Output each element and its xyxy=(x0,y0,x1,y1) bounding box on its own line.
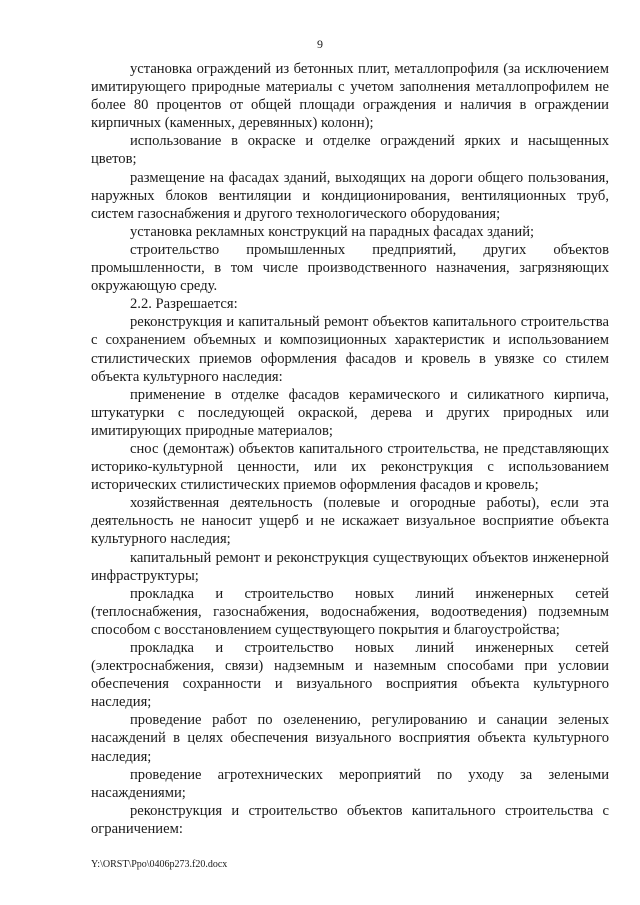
document-body xyxy=(91,60,609,838)
paragraph: снос (демонтаж) объектов капитального строительства, не представляющих историко-культурной ценности, или их реконструкция с использованием исторических стилистических приемов оформления фасадов и кровель; xyxy=(91,440,609,494)
paragraph: установка ограждений из бетонных плит, металлопрофиля (за исключением имитирующего природные материалы с учетом заполнения металлопрофилем не более 80 процентов от общей площади ограждения и наличия в ограждении кирпичных (каменных, деревянных) колонн); xyxy=(91,61,609,132)
paragraph: реконструкция и капитальный ремонт объектов капитального строительства с сохранением объемных и композиционных характеристик и использованием стилистических приемов оформления фасадов и кровель в увязке со стилем объекта культурного наследия: xyxy=(91,314,609,385)
footer-file-path: Y:\ORST\Ppo\0406p273.f20.docx xyxy=(91,859,228,870)
paragraph: проведение агротехнических мероприятий по уходу за зелеными насаждениями; xyxy=(91,766,609,801)
page-number: 9 xyxy=(317,37,323,51)
paragraph: прокладка и строительство новых линий инженерных сетей (теплоснабжения, газоснабжения, водоснабжения, водоотведения) подземным способом с восстановлением существующего покрытия и благоустройства; xyxy=(91,585,609,638)
section-heading: 2.2. Разрешается: xyxy=(130,296,238,313)
paragraph: применение в отделке фасадов керамического и силикатного кирпича, штукатурки с последующей окраской, дерева и других природных или имитирующих природные материалов; xyxy=(91,386,609,439)
paragraph: капитальный ремонт и реконструкция существующих объектов инженерной инфраструктуры; xyxy=(91,549,609,584)
paragraph: проведение работ по озеленению, регулированию и санации зеленых насаждений в целях обеспечения визуального восприятия объекта культурного наследия; xyxy=(91,712,609,765)
paragraph: прокладка и строительство новых линий инженерных сетей (электроснабжения, связи) надземным и наземным способами при условии обеспечения сохранности и визуального восприятия объекта культурного наследия; xyxy=(91,640,609,711)
paragraph: хозяйственная деятельность (полевые и огородные работы), если эта деятельность не наносит ущерб и не искажает визуальное восприятие объекта культурного наследия; xyxy=(91,495,609,548)
paragraph: установка рекламных конструкций на парадных фасадах зданий; xyxy=(130,223,535,240)
paragraph: использование в окраске и отделке ограждений ярких и насыщенных цветов; xyxy=(91,133,609,168)
paragraph: реконструкция и строительство объектов капитального строительства с ограничением: xyxy=(91,802,609,837)
paragraph: строительство промышленных предприятий, других объектов промышленности, в том числе производственного назначения, загрязняющих окружающую среду. xyxy=(91,241,609,295)
paragraph: размещение на фасадах зданий, выходящих на дороги общего пользования, наружных блоков вентиляции и кондиционирования, вентиляционных труб, систем газоснабжения и другого технологического оборудования; xyxy=(91,169,609,222)
